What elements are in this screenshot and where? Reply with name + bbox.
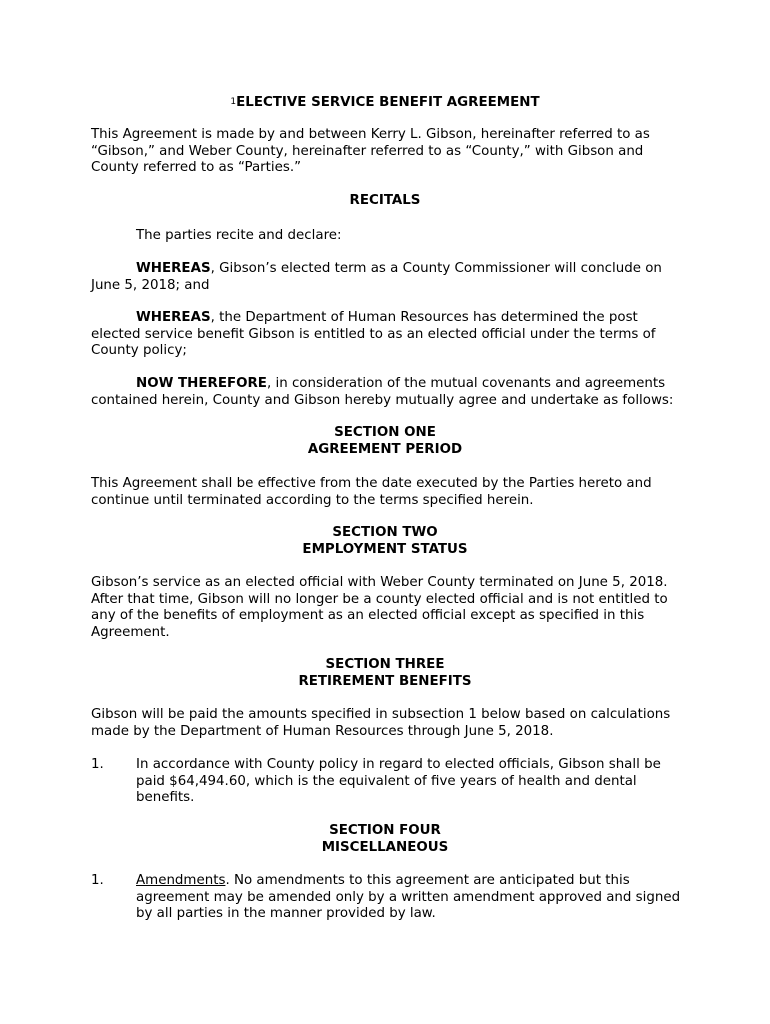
whereas-text-1: , Gibson’s elected term as a County Commissioner will conclude on June 5, 2018; and xyxy=(91,261,662,293)
document-title xyxy=(85,94,685,112)
section-three-title: RETIREMENT BENEFITS xyxy=(298,673,472,689)
intro-paragraph: This Agreement is made by and between Kerry L. Gibson, hereinafter referred to as “Gibson,” and Weber County, hereinafter referred to as “County,” with Gibson and County referred to as “Parties.” xyxy=(91,127,650,175)
section-four-number: SECTION FOUR xyxy=(329,823,441,838)
recitals-heading: RECITALS xyxy=(349,193,421,208)
item-number: 1. xyxy=(91,757,104,772)
amendments-label: Amendments xyxy=(136,873,226,888)
section-three-number: SECTION THREE xyxy=(325,657,445,672)
whereas-paragraph-1 xyxy=(91,261,691,294)
title-text: ELECTIVE SERVICE BENEFIT AGREEMENT xyxy=(236,95,540,110)
whereas-paragraph-2 xyxy=(91,310,691,360)
section-one-heading xyxy=(85,425,685,458)
now-therefore-paragraph xyxy=(91,376,691,409)
section-four-heading xyxy=(85,823,685,856)
section-four-item-1 xyxy=(91,873,691,923)
section-four-title: MISCELLANEOUS xyxy=(321,839,449,855)
whereas-text-2: , the Department of Human Resources has determined the post elected service benefit Gibson is entitled to as an elected official under the terms of County policy; xyxy=(91,310,656,358)
footnote-marker: 1 xyxy=(230,97,237,107)
section-one-body: This Agreement shall be effective from the date executed by the Parties hereto and continue until terminated according to the terms specified herein. xyxy=(91,476,652,508)
amendments-text: . No amendments to this agreement are anticipated but this agreement may be amended only by a written amendment approved and signed by all parties in the manner provided by law. xyxy=(136,873,681,921)
section-two-title: EMPLOYMENT STATUS xyxy=(302,541,468,557)
item-text xyxy=(136,873,691,923)
section-two-number: SECTION TWO xyxy=(332,525,438,540)
whereas-lead-1: WHEREAS xyxy=(136,261,211,276)
section-two-body: Gibson’s service as an elected official with Weber County terminated on June 5, 2018. After that time, Gibson will no longer be a county elected official and is not entitled to any of the benefits of employment as an elected official except as specified in this Agreement. xyxy=(91,575,668,640)
item-number: 1. xyxy=(91,873,104,888)
item-text: In accordance with County policy in regard to elected officials, Gibson shall be paid $64,494.60, which is the equivalent of five years of health and dental benefits. xyxy=(136,757,661,805)
section-one-number: SECTION ONE xyxy=(334,425,436,440)
section-three-item-1 xyxy=(91,757,691,807)
whereas-lead-2: WHEREAS xyxy=(136,310,211,325)
recitals-declare: The parties recite and declare: xyxy=(136,228,342,243)
section-two-heading xyxy=(85,525,685,558)
now-therefore-lead: NOW THEREFORE xyxy=(136,376,267,391)
section-one-title: AGREEMENT PERIOD xyxy=(307,441,463,457)
section-three-body: Gibson will be paid the amounts specified in subsection 1 below based on calculations made by the Department of Human Resources through June 5, 2018. xyxy=(91,707,671,739)
section-three-heading xyxy=(85,657,685,690)
now-therefore-text: , in consideration of the mutual covenants and agreements contained herein, County and Gibson hereby mutually agree and undertake as follows: xyxy=(91,376,674,408)
